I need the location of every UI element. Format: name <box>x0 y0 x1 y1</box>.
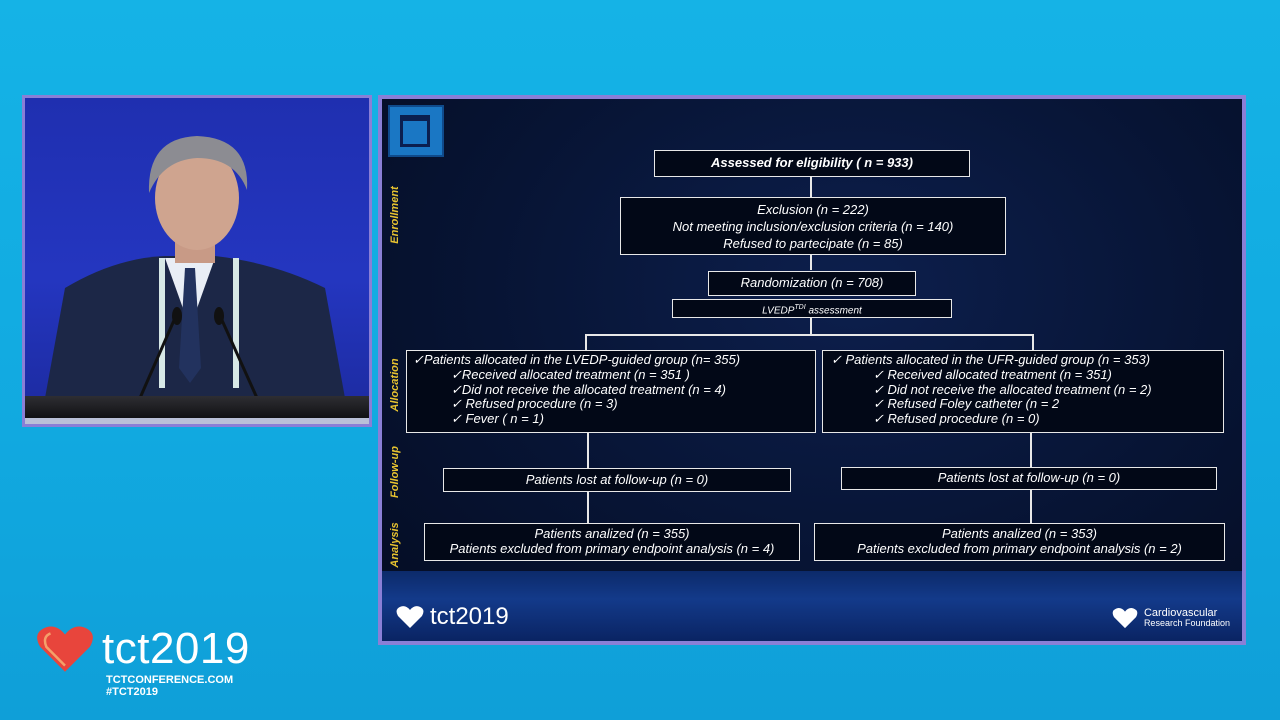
right-analysis-line: Patients excluded from primary endpoint analysis (n = 2) <box>857 541 1182 556</box>
assessment-sup: TDI <box>794 304 806 311</box>
phase-label-analysis: Analysis <box>389 522 401 568</box>
connector <box>585 334 587 351</box>
right-arm-line: ✓ Patients allocated in the UFR-guided group (n = 353) <box>831 352 1151 367</box>
exclusion-line: Not meeting inclusion/exclusion criteria (n = 140) <box>672 219 954 234</box>
left-analysis-line: Patients analized (n = 355) <box>534 526 690 541</box>
left-arm-line: ✓Received allocated treatment (n = 351 ) <box>451 366 690 382</box>
slide-footer-logo-text: tct2019 <box>430 603 509 630</box>
slide-tct-logo <box>396 603 509 631</box>
crf-logo <box>1112 607 1230 629</box>
slide-footer-band <box>382 571 1242 641</box>
speaker-video <box>22 95 372 427</box>
speaker-figure <box>25 98 369 424</box>
podium-desk <box>25 396 369 418</box>
left-arm-line: ✓Patients allocated in the LVEDP-guided group (n= 355) <box>413 352 741 367</box>
connector <box>585 334 1033 336</box>
left-arm-box <box>406 350 816 433</box>
connector <box>1030 489 1032 523</box>
connector <box>587 491 589 523</box>
left-analysis-line: Patients excluded from primary endpoint analysis (n = 4) <box>449 541 775 556</box>
crf-line: Cardiovascular <box>1143 607 1218 619</box>
left-arm-line: ✓ Refused procedure (n = 3) <box>451 396 618 412</box>
right-arm-line: ✓ Received allocated treatment (n = 351) <box>873 366 1112 382</box>
event-name: tct2019 <box>102 624 250 673</box>
heart-logo-icon <box>396 605 424 629</box>
phase-label-enrollment: Enrollment <box>389 186 401 244</box>
right-arm-line: ✓ Did not receive the allocated treatment (n = 2) <box>873 381 1152 397</box>
exclusion-box <box>620 197 1006 255</box>
eligibility-text: Assessed for eligibility ( n = 933) <box>711 155 913 170</box>
connector <box>587 431 589 469</box>
tct-heart-icon <box>36 624 94 674</box>
right-followup-box <box>841 467 1217 490</box>
event-hashtag: #TCT2019 <box>106 686 158 698</box>
connector <box>1032 334 1034 351</box>
connector <box>1030 431 1032 468</box>
exclusion-line: Exclusion (n = 222) <box>757 202 869 217</box>
left-followup-box <box>443 468 791 492</box>
podium-edge <box>25 418 369 424</box>
randomization-text: Randomization (n = 708) <box>740 275 884 290</box>
left-followup-text: Patients lost at follow-up (n = 0) <box>525 472 709 487</box>
phase-label-follow-up: Follow-up <box>389 446 401 498</box>
right-analysis-box <box>814 523 1225 561</box>
right-followup-text: Patients lost at follow-up (n = 0) <box>937 470 1121 485</box>
institution-logo-icon <box>388 105 444 157</box>
event-branding <box>36 624 250 698</box>
left-arm-line: ✓ Fever ( n = 1) <box>451 411 544 427</box>
right-analysis-line: Patients analized (n = 353) <box>941 526 1098 541</box>
assessment-main: LVEDP <box>762 305 795 317</box>
connector <box>810 317 812 335</box>
assessment-rest: assessment <box>805 305 862 317</box>
crf-heart-icon <box>1112 607 1138 629</box>
phase-label-allocation: Allocation <box>389 358 401 412</box>
event-site[interactable]: TCTCONFERENCE.COM <box>106 674 234 686</box>
connector <box>810 176 812 198</box>
assessment-box <box>672 299 952 318</box>
right-arm-box <box>822 350 1224 433</box>
exclusion-line: Refused to partecipate (n = 85) <box>723 236 903 251</box>
presentation-slide <box>378 95 1246 645</box>
crf-line: Research Foundation <box>1143 618 1230 628</box>
connector <box>810 254 812 270</box>
right-arm-line: ✓ Refused Foley catheter (n = 2 <box>873 396 1060 412</box>
randomization-box <box>708 271 916 296</box>
eligibility-box <box>654 150 970 177</box>
left-analysis-box <box>424 523 800 561</box>
left-arm-line: ✓Did not receive the allocated treatment (n = 4) <box>451 381 727 397</box>
right-arm-line: ✓ Refused procedure (n = 0) <box>873 411 1040 427</box>
